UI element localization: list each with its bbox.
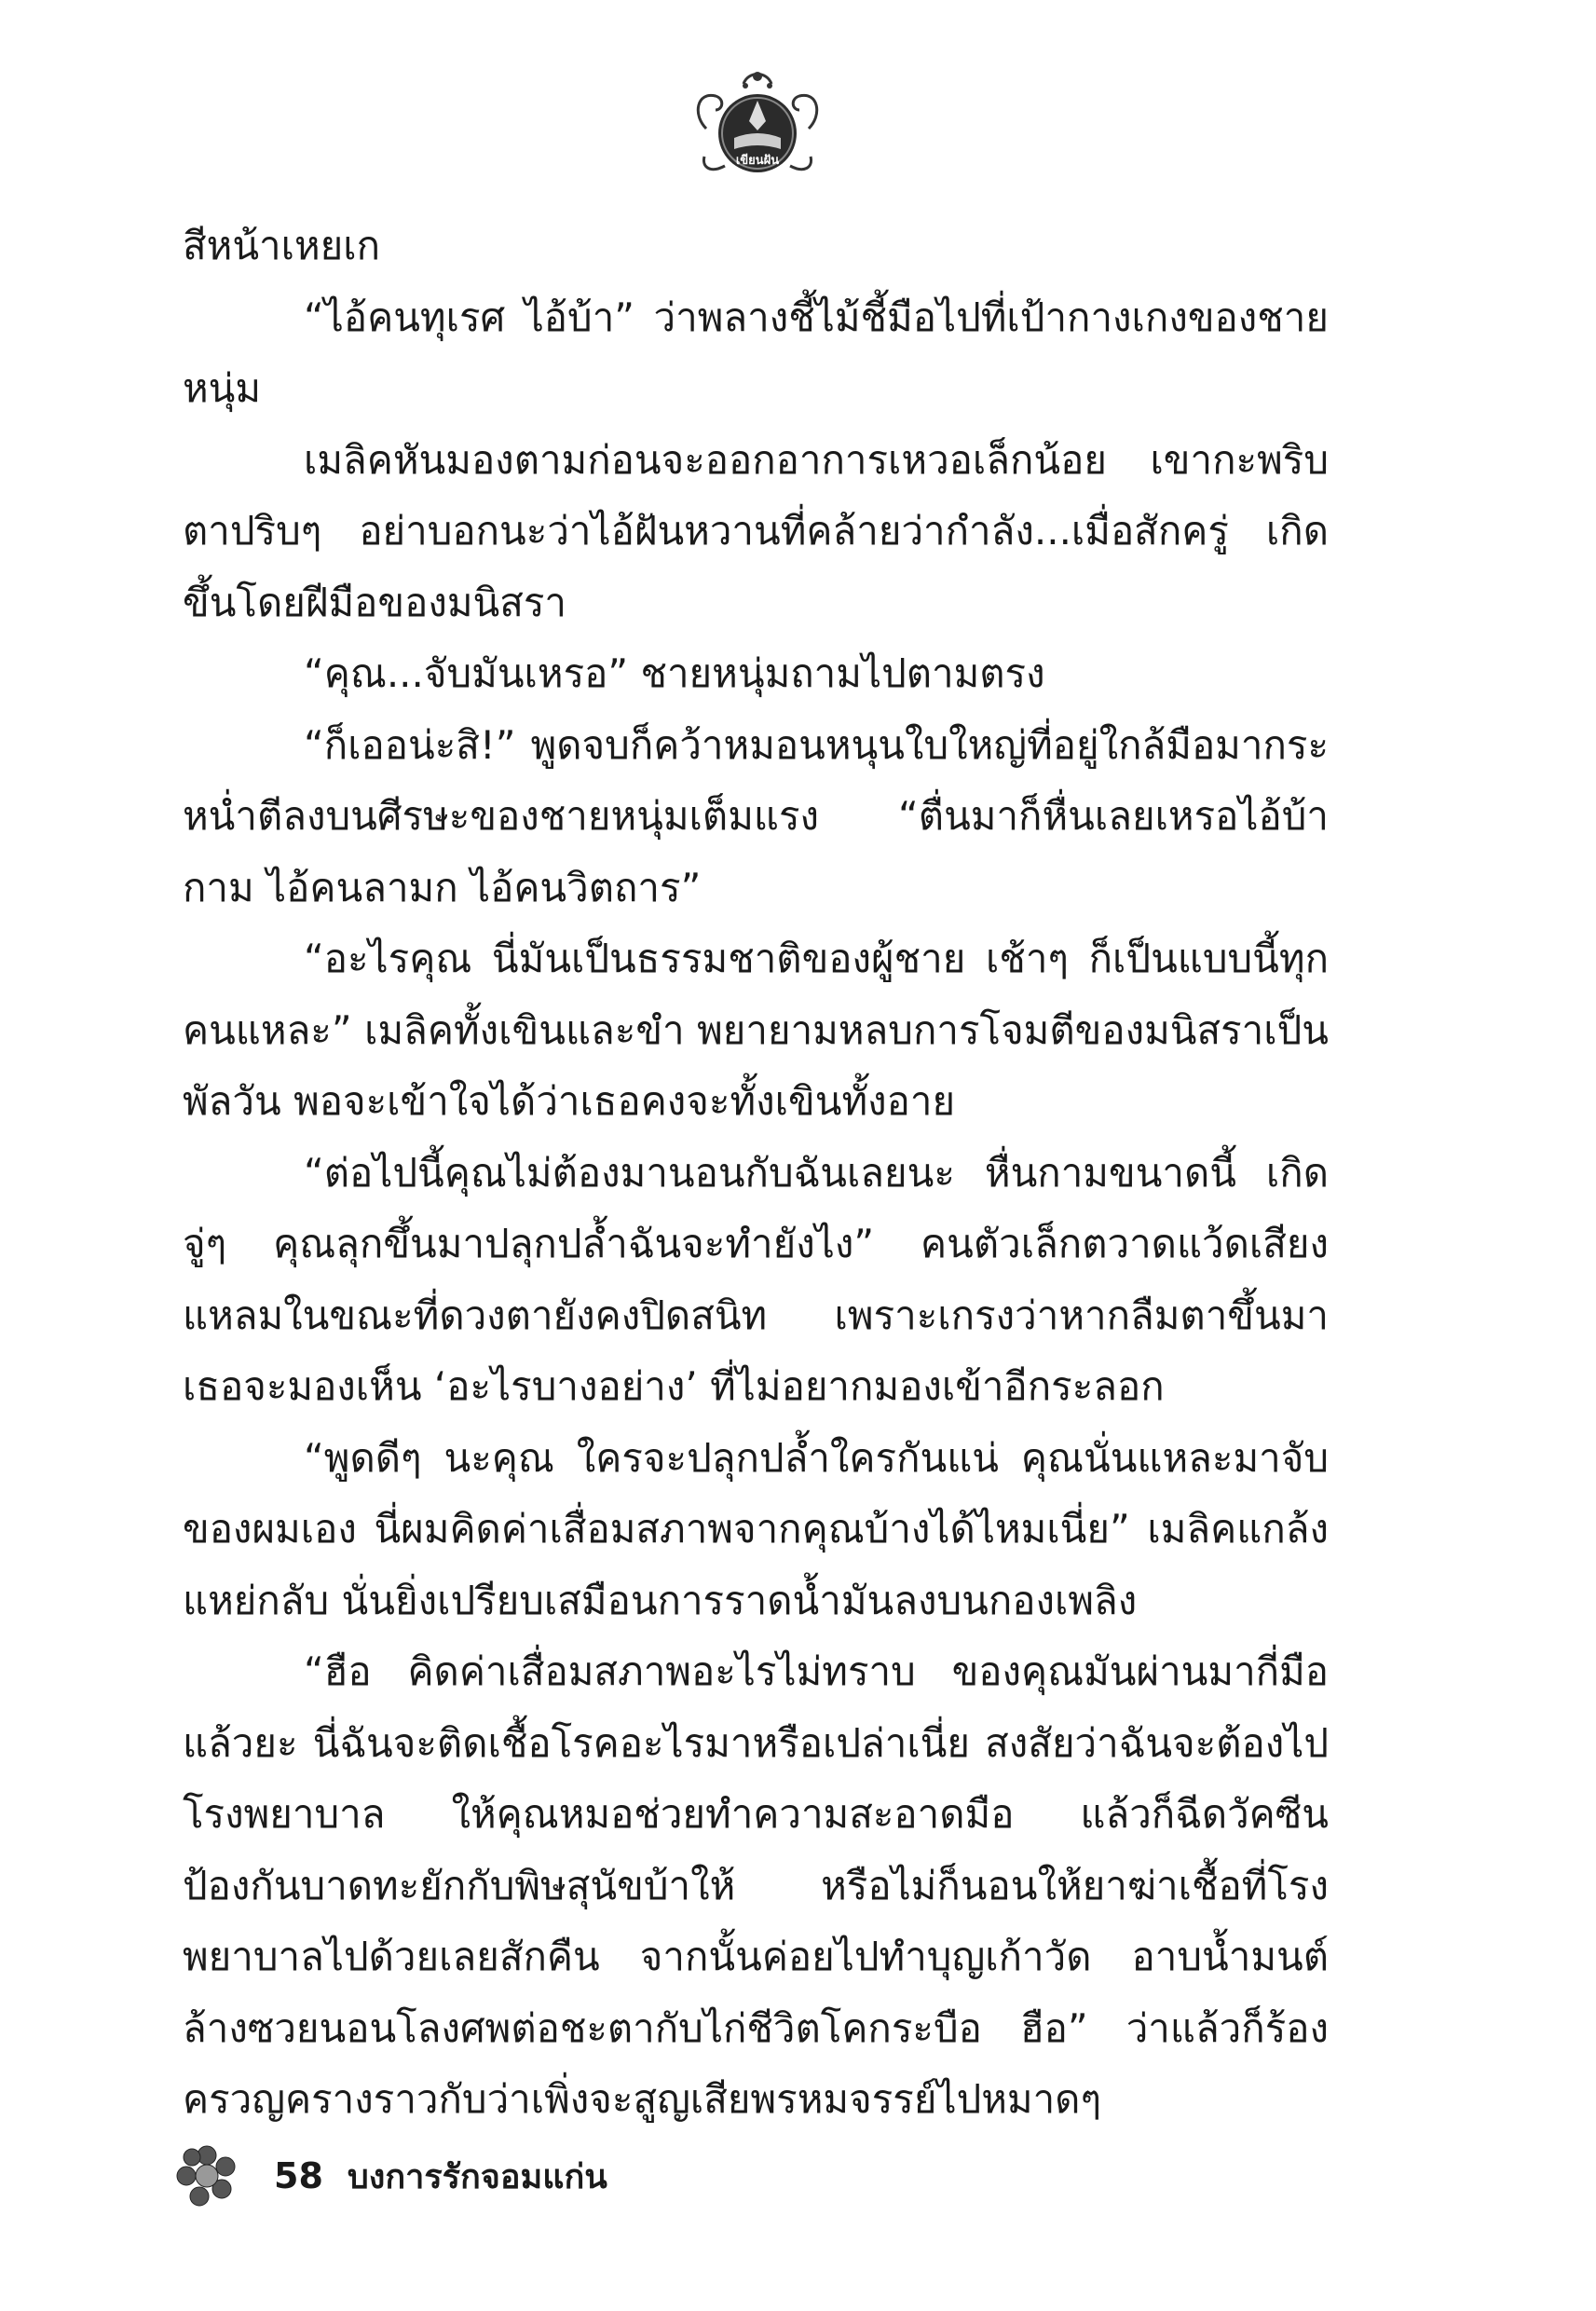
paragraph: “พูดดีๆ นะคุณ ใครจะปลุกปล้ำใครกันแน่ คุณนั่นแหละมาจับของผมเอง นี่ผมคิดค่าเสื่อมสภาพจากคุณบ้างได้ไหมเนี่ย” เมลิคแกล้งแหย่กลับ นั่นยิ่งเปรียบเสมือนการราดน้ำมันลงบนกองเพลิง bbox=[183, 1434, 1329, 1623]
paragraph: “อะไรคุณ นี่มันเป็นธรรมชาติของผู้ชาย เช้าๆ ก็เป็นแบบนี้ทุกคนแหละ” เมลิคทั้งเขินและขำ พยายามหลบการโจมตีของมนิสราเป็นพัลวัน พอจะเข้าใจได้ว่าเธอคงจะทั้งเขินทั้งอาย bbox=[183, 936, 1329, 1124]
publisher-logo bbox=[688, 63, 827, 185]
paragraph: “คุณ...จับมันเหรอ” ชายหนุ่มถามไปตามตรง bbox=[304, 650, 1045, 696]
paragraph: เมลิคหันมองตามก่อนจะออกอาการเหวอเล็กน้อย เขากะพริบตาปริบๆ อย่าบอกนะว่าไอ้ฝันหวานที่คล้ายว่ากำลัง...เมื่อสักครู่ เกิดขึ้นโดยฝีมือของมนิสรา bbox=[183, 436, 1329, 625]
logo-text: เขียนฝัน bbox=[735, 154, 780, 168]
paragraph: “ต่อไปนี้คุณไม่ต้องมานอนกับฉันเลยนะ หื่นกามขนาดนี้ เกิดจู่ๆ คุณลุกขึ้นมาปลุกปล้ำฉันจะทำยังไง” คนตัวเล็กตวาดแว้ดเสียงแหลมในขณะที่ดวงตายังคงปิดสนิท เพราะเกรงว่าหากลืมตาขึ้นมาเธอจะมองเห็น ‘อะไรบางอย่าง’ ที่ไม่อยากมองเข้าอีกระลอก bbox=[183, 1149, 1329, 1409]
page-number: 58 bbox=[274, 2155, 323, 2196]
paragraph: “ไอ้คนทุเรศ ไอ้บ้า” ว่าพลางชี้ไม้ชี้มือไปที่เป้ากางเกงของชายหนุ่ม bbox=[183, 294, 1329, 411]
body-text bbox=[183, 211, 1329, 2136]
book-title: บงการรักจอมแก่น bbox=[347, 2157, 607, 2196]
paragraph: “ก็เออน่ะสิ!” พูดจบก็คว้าหมอนหนุนใบใหญ่ที่อยู่ใกล้มือมากระหน่ำตีลงบนศีรษะของชายหนุ่มเต็มแรง “ตื่นมาก็หื่นเลยเหรอไอ้บ้ากาม ไอ้คนลามก ไอ้คนวิตถาร” bbox=[183, 721, 1329, 910]
page-footer bbox=[173, 2134, 607, 2218]
paragraph: สีหน้าเหยเก bbox=[183, 223, 381, 268]
paragraph: “ฮือ คิดค่าเสื่อมสภาพอะไรไม่ทราบ ของคุณมันผ่านมากี่มือแล้วยะ นี่ฉันจะติดเชื้อโรคอะไรมาหรือเปล่าเนี่ย สงสัยว่าฉันจะต้องไปโรงพยาบาล ให้คุณหมอช่วยทำความสะอาดมือ แล้วก็ฉีดวัคซีนป้องกันบาดทะยักกับพิษสุนัขบ้าให้ หรือไม่ก็นอนให้ยาฆ่าเชื้อที่โรงพยาบาลไปด้วยเลยสักคืน จากนั้นค่อยไปทำบุญเก้าวัด อาบน้ำมนต์ล้างซวยนอนโลงศพต่อชะตากับไก่ชีวิตโคกระบือ ฮือ” ว่าแล้วก็ร้องครวญครางราวกับว่าเพิ่งจะสูญเสียพรหมจรรย์ไปหมาดๆ bbox=[183, 1648, 1329, 2122]
flower-ornament-icon bbox=[173, 2142, 240, 2209]
